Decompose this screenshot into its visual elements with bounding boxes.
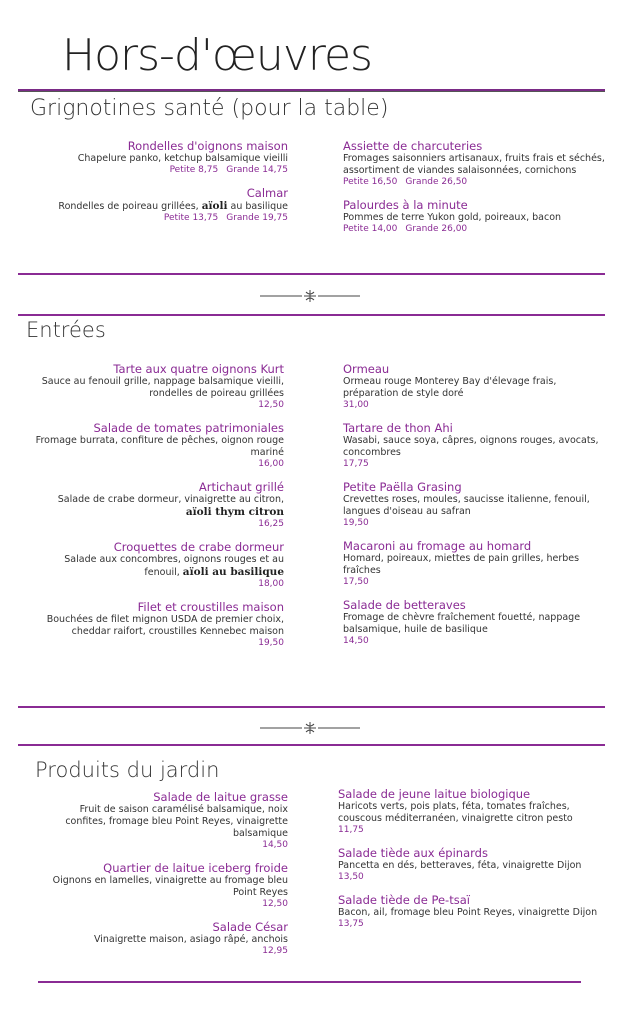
- item-price: 14,50: [343, 636, 369, 646]
- item-name: Tarte aux quatre oignons Kurt: [113, 362, 284, 376]
- jardin-left-column: [38, 790, 288, 967]
- menu-item: [38, 920, 288, 957]
- item-price: 12,50: [262, 899, 288, 909]
- menu-item: [38, 186, 288, 224]
- item-name: Salade de laitue grasse: [153, 790, 288, 804]
- item-name: Croquettes de crabe dormeur: [113, 540, 284, 554]
- item-desc: Fromage burrata, confiture de pêches, oignon rouge mariné: [35, 435, 284, 458]
- item-desc: Salade de crabe dormeur, vinaigrette au citron, aïoli thym citron: [57, 494, 284, 518]
- item-price: Petite 14,00 Grande 26,00: [343, 224, 468, 234]
- title-rule: [18, 89, 605, 92]
- menu-item: [343, 139, 605, 188]
- item-price: 13,75: [338, 919, 364, 929]
- item-price: 16,25: [258, 519, 284, 529]
- item-price: Petite 16,50 Grande 26,50: [343, 177, 468, 187]
- item-desc: Fruit de saison caramélisé balsamique, noix confites, fromage bleu Point Reyes, vinaigrette balsamique: [65, 804, 288, 839]
- item-name: Assiette de charcuteries: [343, 139, 483, 153]
- section-rule: [18, 706, 605, 708]
- menu-item: [38, 861, 288, 910]
- item-desc: Homard, poireaux, miettes de pain grilles, herbes fraîches: [343, 553, 580, 576]
- jardin-right-column: [338, 787, 605, 940]
- menu-item: [343, 421, 605, 470]
- section-rule: [18, 314, 605, 316]
- item-price: 31,00: [343, 400, 369, 410]
- fleuron-ornament-icon: [258, 289, 362, 303]
- section-title-grignotines: Grignotines santé (pour la table): [30, 96, 389, 121]
- item-desc: Oignons en lamelles, vinaigrette au fromage bleu Point Reyes: [52, 875, 288, 898]
- item-name: Rondelles d'oignons maison: [127, 139, 288, 153]
- item-price: 13,50: [338, 872, 364, 882]
- item-name: Salade de tomates patrimoniales: [93, 421, 284, 435]
- menu-item: [34, 540, 284, 590]
- item-desc: Salade aux concombres, oignons rouges et au fenouil, aïoli au basilique: [64, 554, 284, 578]
- section-title-jardin: Produits du jardin: [35, 758, 220, 782]
- menu-item: [38, 790, 288, 851]
- item-name: Macaroni au fromage au homard: [343, 539, 532, 553]
- item-desc: Sauce au fenouil grille, nappage balsamique vieilli, rondelles de poireau grillées: [41, 376, 284, 399]
- menu-item: [34, 480, 284, 530]
- item-price: 16,00: [258, 459, 284, 469]
- item-price: 19,50: [258, 638, 284, 648]
- item-name: Ormeau: [343, 362, 390, 376]
- item-price: 12,95: [262, 946, 288, 956]
- item-name: Artichaut grillé: [198, 480, 284, 494]
- item-name: Salade tiède aux épinards: [338, 846, 488, 860]
- grignotines-right-column: [343, 139, 605, 245]
- menu-item: [34, 600, 284, 649]
- item-desc: Fromage de chèvre fraîchement fouetté, nappage balsamique, huile de basilique: [343, 612, 581, 635]
- item-price: 18,00: [258, 579, 284, 589]
- item-name: Quartier de laitue iceberg froide: [103, 861, 288, 875]
- item-name: Tartare de thon Ahi: [343, 421, 453, 435]
- item-name: Salade de jeune laitue biologique: [338, 787, 531, 801]
- menu-item: [338, 787, 605, 836]
- menu-item: [343, 480, 605, 529]
- menu-item: [343, 198, 605, 235]
- menu-item: [38, 139, 288, 176]
- item-name: Petite Paëlla Grasing: [343, 480, 462, 494]
- menu-item: [34, 421, 284, 470]
- entrees-right-column: [343, 362, 605, 657]
- grignotines-left-column: [38, 139, 288, 234]
- menu-item: [338, 846, 605, 883]
- bottom-rule: [38, 981, 581, 983]
- section-rule: [18, 273, 605, 275]
- section-title-entrees: Entrées: [26, 318, 106, 342]
- section-rule: [18, 744, 605, 746]
- item-desc: Pommes de terre Yukon gold, poireaux, bacon: [343, 212, 562, 223]
- menu-item: [34, 362, 284, 411]
- menu-item: [343, 362, 605, 411]
- item-desc: Bouchées de filet mignon USDA de premier choix, cheddar raifort, croustilles Kennebec maison: [46, 614, 284, 637]
- item-name: Calmar: [246, 186, 288, 200]
- item-desc: Chapelure panko, ketchup balsamique vieilli: [77, 153, 288, 164]
- item-desc: Pancetta en dés, betteraves, féta, vinaigrette Dijon: [338, 860, 582, 871]
- item-price: 12,50: [258, 400, 284, 410]
- entrees-left-column: [34, 362, 284, 659]
- item-name: Salade de betteraves: [343, 598, 466, 612]
- item-name: Palourdes à la minute: [343, 198, 468, 212]
- item-desc: Fromages saisonniers artisanaux, fruits frais et séchés, assortiment de viandes salaisonnées, cornichons: [343, 153, 605, 176]
- item-price: 19,50: [343, 518, 369, 528]
- page-title: Hors-d'œuvres: [62, 30, 372, 81]
- item-name: Salade César: [212, 920, 288, 934]
- item-name: Filet et croustilles maison: [137, 600, 284, 614]
- menu-item: [343, 539, 605, 588]
- item-desc: Haricots verts, pois plats, féta, tomates fraîches, couscous méditerranéen, vinaigrette citron pesto: [338, 801, 573, 824]
- item-price: 14,50: [262, 840, 288, 850]
- fleuron-ornament-icon: [258, 721, 362, 735]
- item-desc: Bacon, ail, fromage bleu Point Reyes, vinaigrette Dijon: [338, 907, 598, 918]
- item-price: Petite 13,75 Grande 19,75: [163, 213, 288, 223]
- item-desc: Crevettes roses, moules, saucisse italienne, fenouil, langues d'oiseau au safran: [343, 494, 590, 517]
- item-desc: Ormeau rouge Monterey Bay d'élevage frais, préparation de style doré: [343, 376, 557, 399]
- item-desc: Wasabi, sauce soya, câpres, oignons rouges, avocats, concombres: [343, 435, 599, 458]
- item-name: Salade tiède de Pe-tsaï: [338, 893, 470, 907]
- item-price: 17,75: [343, 459, 369, 469]
- item-desc: Rondelles de poireau grillées, aïoli au basilique: [58, 200, 288, 212]
- item-price: Petite 8,75 Grande 14,75: [169, 165, 288, 175]
- menu-item: [338, 893, 605, 930]
- item-price: 17,50: [343, 577, 369, 587]
- item-price: 11,75: [338, 825, 364, 835]
- menu-item: [343, 598, 605, 647]
- item-desc: Vinaigrette maison, asiago râpé, anchois: [93, 934, 288, 945]
